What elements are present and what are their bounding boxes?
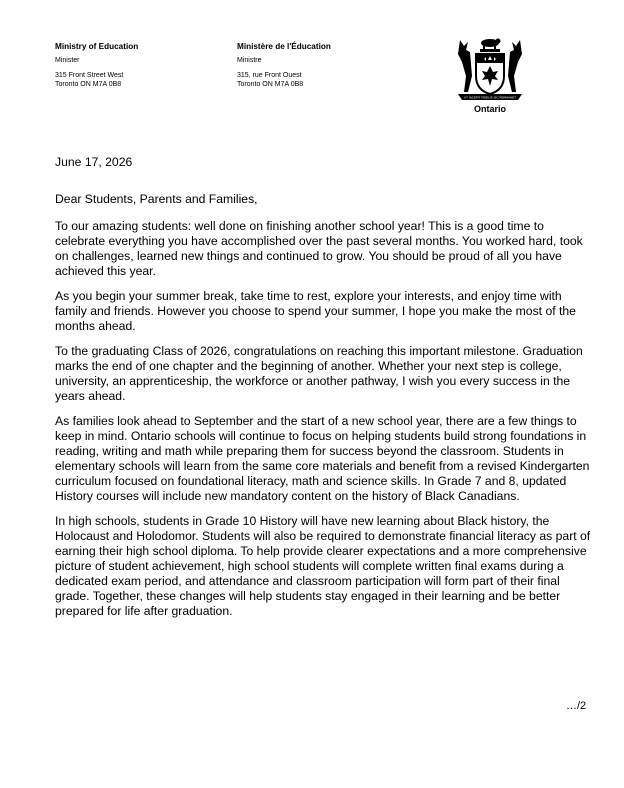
ministry-name-en: Ministry of Education <box>55 42 139 51</box>
paragraph-1: To our amazing students: well done on finishing another school year! This is a good time to celebrate everything you have accomplished over the past several months. You worked hard, took on challenges, learned new things and continued to grow. You should be proud of all you have achieved this year. <box>55 219 583 278</box>
address-line2-fr: Toronto ON M7A 0B8 <box>237 81 304 88</box>
letter-date: June 17, 2026 <box>55 155 133 169</box>
salutation: Dear Students, Parents and Families, <box>55 192 258 206</box>
address-line1-en: 315 Front Street West <box>55 72 124 79</box>
svg-text:UT INCEPIT FIDELIS SIC PERMANE: UT INCEPIT FIDELIS SIC PERMANET <box>463 95 517 100</box>
address-line1-fr: 315, rue Front Ouest <box>237 72 302 79</box>
ontario-coat-of-arms-icon <box>450 36 530 118</box>
page-continuation: …/2 <box>566 700 587 712</box>
paragraph-2: As you begin your summer break, take time to rest, explore your interests, and enjoy time with family and friends. However you choose to spend your summer, I hope you make the most of the months ahead. <box>55 289 576 333</box>
crest-label: Ontario <box>473 104 506 114</box>
ministry-name-fr: Ministère de l'Éducation <box>237 42 331 51</box>
paragraph-5: In high schools, students in Grade 10 History will have new learning about Black history, the Holocaust and Holodomor. Students will also be required to demonstrate financial literacy as part of earning their high school diploma. To help provide clearer expectations and a more comprehensive picture of student achievement, high school students will complete written final exams during a dedicated exam period, and attendance and classroom participation will form part of their final grade. Together, these changes will help students stay engaged in their learning and be better prepared for life after graduation. <box>55 514 591 618</box>
minister-title-fr: Ministre <box>237 57 262 64</box>
paragraph-4: As families look ahead to September and the start of a new school year, there are a few things to keep in mind. Ontario schools will continue to focus on helping students build strong foundations in reading, writing and math while preparing them for success beyond the classroom. Students in elementary schools will learn from the same core materials and benefit from a revised Kindergarten curriculum focused on foundational literacy, math and science skills. In Grade 7 and 8, updated History courses will include new mandatory content on the history of Black Canadians. <box>55 414 590 503</box>
letterhead-french <box>237 42 331 89</box>
paragraph-3: To the graduating Class of 2026, congratulations on reaching this important milestone. Graduation marks the end of one chapter and the beginning of another. Whether your next step is college, university, an apprenticeship, the workforce or another pathway, I wish you every success in the years ahead. <box>55 344 583 403</box>
letterhead-english <box>55 42 138 89</box>
letter-body <box>55 155 591 629</box>
minister-title-en: Minister <box>55 57 80 64</box>
letterhead <box>55 42 575 122</box>
address-line2-en: Toronto ON M7A 0B8 <box>55 81 122 88</box>
